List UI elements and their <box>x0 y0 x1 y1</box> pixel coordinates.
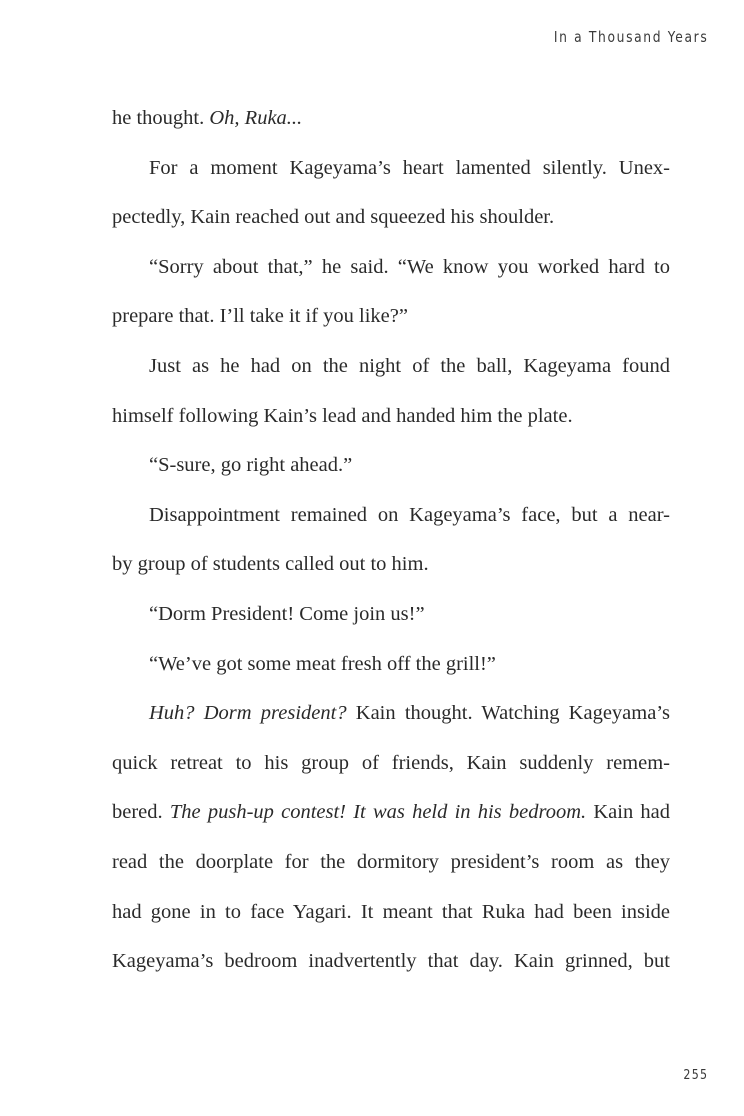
text-run: quick retreat to his group of friends, Kain suddenly remem- <box>112 751 670 774</box>
italic-text: The push-up contest! It was held in his bedroom. <box>169 801 587 824</box>
text-line <box>112 743 670 793</box>
text-line <box>112 445 670 495</box>
text-line <box>112 842 670 892</box>
text-run: For a moment Kageyama’s heart lamented silently. Unex- <box>149 156 670 179</box>
text-line <box>112 98 670 148</box>
text-line <box>112 792 670 842</box>
italic-text: Huh? Dorm president? <box>149 702 347 725</box>
text-line <box>112 892 670 942</box>
text-run: “Sorry about that,” he said. “We know you worked hard to <box>149 255 670 278</box>
text-run: read the doorplate for the dormitory president’s room as they <box>112 850 670 873</box>
text-run: by group of students called out to him. <box>112 553 429 576</box>
text-run: bered. <box>112 801 170 824</box>
text-line <box>112 197 670 247</box>
text-run: himself following Kain’s lead and handed him the plate. <box>112 404 573 427</box>
text-run: “S-sure, go right ahead.” <box>149 454 353 477</box>
text-run: Kain thought. Watching Kageyama’s <box>346 702 670 725</box>
text-line <box>112 594 670 644</box>
text-run: Kain had <box>586 801 671 824</box>
text-run: pectedly, Kain reached out and squeezed his shoulder. <box>112 206 555 229</box>
text-line <box>112 644 670 694</box>
text-run: prepare that. I’ll take it if you like?” <box>112 305 408 328</box>
italic-text: Oh, Ruka... <box>209 107 303 129</box>
running-head: In a Thousand Years <box>553 28 708 46</box>
text-run: “Dorm President! Come join us!” <box>149 602 425 625</box>
text-line <box>112 941 670 991</box>
text-line <box>112 346 670 396</box>
text-run: Kageyama’s bedroom inadvertently that day. Kain grinned, but <box>112 950 670 973</box>
text-line <box>112 296 670 346</box>
text-run: Disappointment remained on Kageyama’s face, but a near- <box>149 503 670 526</box>
page-number: 255 <box>683 1068 708 1083</box>
body-text <box>112 98 670 991</box>
text-line <box>112 396 670 446</box>
text-line <box>112 693 670 743</box>
text-line <box>112 495 670 545</box>
text-run: “We’ve got some meat fresh off the grill!” <box>149 652 496 675</box>
text-line <box>112 148 670 198</box>
text-run: he thought. <box>112 107 210 129</box>
text-run: Just as he had on the night of the ball, Kageyama found <box>149 354 670 377</box>
text-line <box>112 544 670 594</box>
text-run: had gone in to face Yagari. It meant that Ruka had been inside <box>112 900 670 923</box>
text-line <box>112 247 670 297</box>
